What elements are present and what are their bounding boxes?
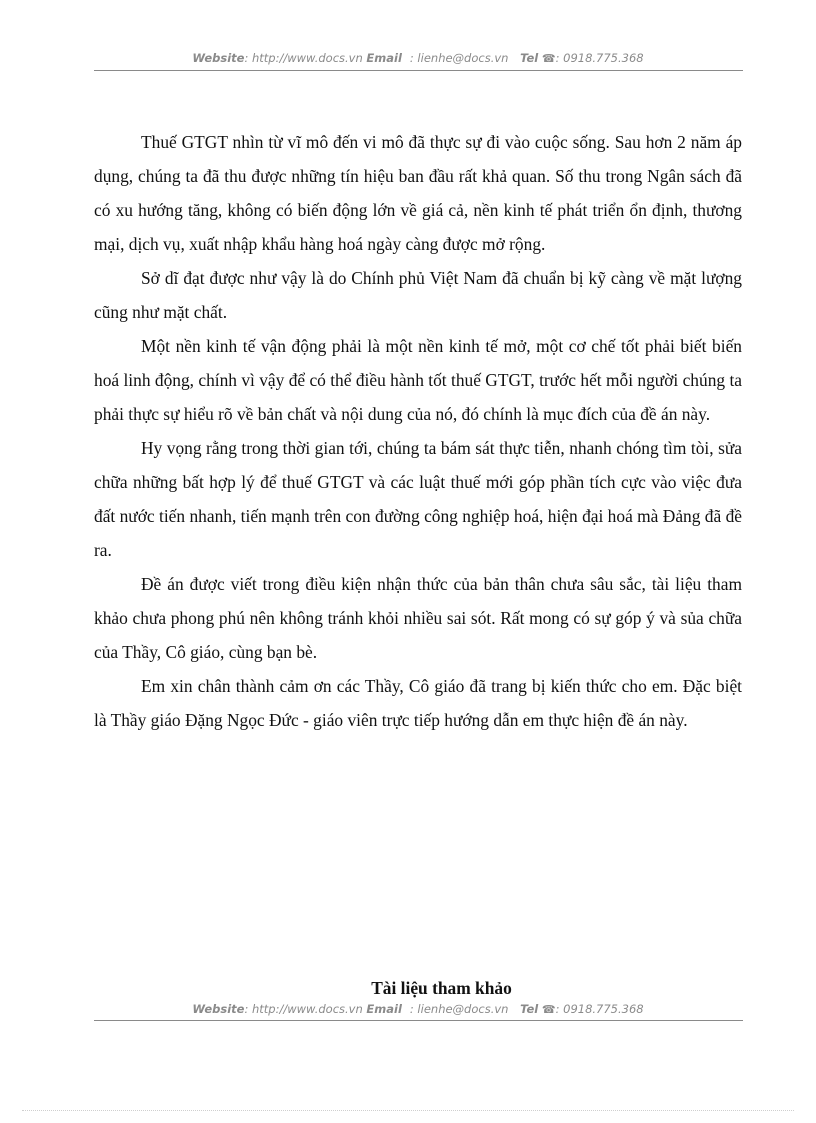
header-email-label: Email [366, 51, 402, 65]
paragraph: Hy vọng rằng trong thời gian tới, chúng ta bám sát thực tiễn, nhanh chóng tìm tòi, sửa chữa những bất hợp lý để thuế GTGT và các luật thuế mới góp phần tích cực vào việc đưa đất nước tiến nhanh, tiến mạnh trên con đường công nghiệp hoá, hiện đại hoá mà Đảng đã đề ra. [94, 438, 742, 560]
paragraph: Một nền kinh tế vận động phải là một nền kinh tế mở, một cơ chế tốt phải biết biến hoá linh động, chính vì vậy để có thể điều hành tốt thuế GTGT, trước hết mỗi người chúng ta phải thực sự hiểu rõ về bản chất và nội dung của nó, đó chính là mục đích của đề án này. [94, 336, 742, 424]
header-tel-label: Tel [520, 51, 539, 65]
phone-icon: ☎ [541, 52, 556, 65]
footer-rule [94, 1020, 743, 1021]
document-body [94, 125, 742, 737]
footer-email-value: : lienhe@docs.vn [409, 1002, 509, 1016]
paragraph: Thuế GTGT nhìn từ vĩ mô đến vi mô đã thực sự đi vào cuộc sống. Sau hơn 2 năm áp dụng, chúng ta đã thu được những tín hiệu ban đầu rất khả quan. Số thu trong Ngân sách đã có xu hướng tăng, không có biến động lớn về giá cả, nền kinh tế phát triển ổn định, thương mại, dịch vụ, xuất nhập khẩu hàng hoá ngày càng được mở rộng. [94, 132, 742, 254]
header-website-value: : http://www.docs.vn [244, 51, 363, 65]
header-tel-value: : 0918.775.368 [555, 51, 644, 65]
footer-tel-value: : 0918.775.368 [555, 1002, 644, 1016]
paragraph: Em xin chân thành cảm ơn các Thầy, Cô giáo đã trang bị kiến thức cho em. Đặc biệt là Thầy giáo Đặng Ngọc Đức - giáo viên trực tiếp hướng dẫn em thực hiện đề án này. [94, 676, 742, 730]
header-email-value: : lienhe@docs.vn [409, 51, 509, 65]
footer-website-value: : http://www.docs.vn [244, 1002, 363, 1016]
footer-website-label: Website [192, 1002, 245, 1016]
paragraph: Sở dĩ đạt được như vậy là do Chính phủ Việt Nam đã chuẩn bị kỹ càng về mặt lượng cũng như mặt chất. [94, 268, 742, 322]
paragraph: Đề án được viết trong điều kiện nhận thức của bản thân chưa sâu sắc, tài liệu tham khảo chưa phong phú nên không tránh khỏi nhiều sai sót. Rất mong có sự góp ý và sủa chữa của Thầy, Cô giáo, cùng bạn bè. [94, 574, 742, 662]
page-break-line [22, 1110, 794, 1111]
header-rule [94, 70, 743, 71]
footer-email-label: Email [366, 1002, 402, 1016]
phone-icon: ☎ [541, 1003, 556, 1016]
section-title: Tài liệu tham khảo [371, 978, 512, 998]
page-footer [94, 1002, 742, 1016]
footer-tel-label: Tel [520, 1002, 539, 1016]
page-header [94, 51, 742, 65]
header-website-label: Website [192, 51, 245, 65]
